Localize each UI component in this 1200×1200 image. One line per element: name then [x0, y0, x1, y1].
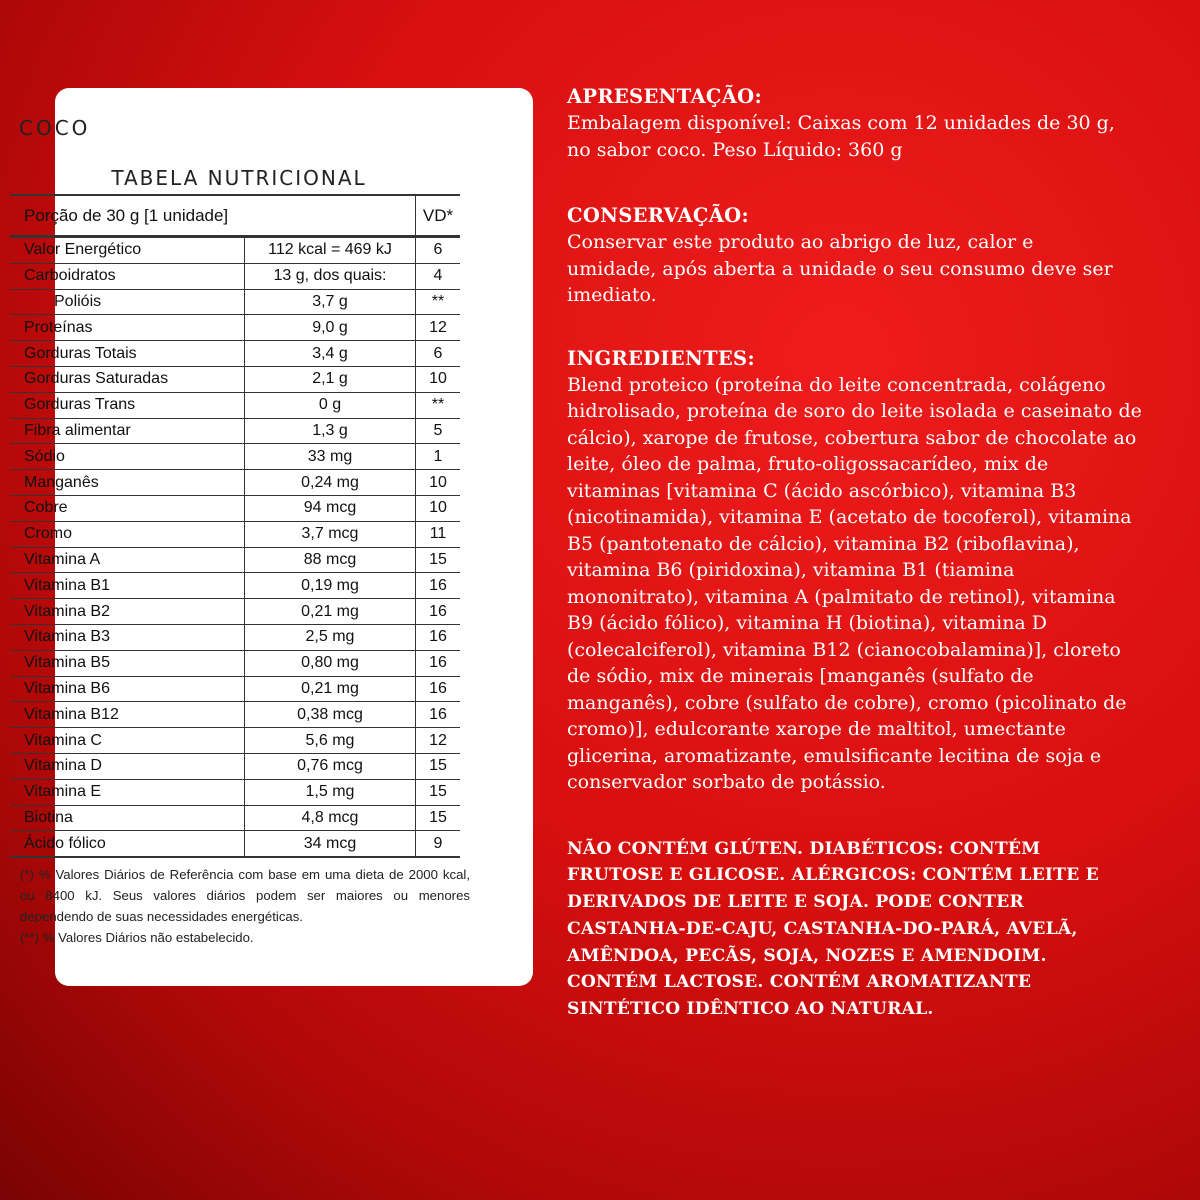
table-row	[10, 831, 460, 857]
nutrient-vd: 12	[416, 728, 461, 754]
nutrient-vd: 6	[416, 237, 461, 264]
nutrient-name: Vitamina B3	[10, 624, 245, 650]
table-row	[10, 805, 460, 831]
table-row	[10, 418, 460, 444]
nutrient-amount: 88 mcg	[245, 547, 416, 573]
footnote-not-established: (**) % Valores Diários não estabelecido.	[20, 930, 254, 945]
nutrient-name: Vitamina B5	[10, 650, 245, 676]
table-header-row	[10, 195, 460, 237]
nutrient-amount: 5,6 mg	[245, 728, 416, 754]
nutrition-table-title: TABELA NUTRICIONAL	[111, 166, 367, 190]
nutrient-vd: 12	[416, 315, 461, 341]
nutrient-amount: 0,76 mcg	[245, 753, 416, 779]
table-row	[10, 650, 460, 676]
nutrient-name: Vitamina D	[10, 753, 245, 779]
vd-header: VD*	[416, 195, 461, 237]
nutrient-amount: 0,19 mg	[245, 573, 416, 599]
nutrient-name: Vitamina B6	[10, 676, 245, 702]
flavor-label: COCO	[19, 116, 91, 140]
nutrient-vd: 15	[416, 753, 461, 779]
nutrient-amount: 2,5 mg	[245, 624, 416, 650]
nutrient-name: Sódio	[10, 444, 245, 470]
nutrient-name: Gorduras Trans	[10, 392, 245, 418]
table-row	[10, 315, 460, 341]
portion-label: Porção de 30 g [1 unidade]	[10, 195, 416, 237]
nutrient-name: Vitamina B1	[10, 573, 245, 599]
nutrient-vd: 10	[416, 366, 461, 392]
nutrient-amount: 13 g, dos quais:	[245, 263, 416, 289]
nutrient-amount: 34 mcg	[245, 831, 416, 857]
nutrient-amount: 4,8 mcg	[245, 805, 416, 831]
nutrient-vd: 9	[416, 831, 461, 857]
nutrient-name: Cromo	[10, 521, 245, 547]
table-row	[10, 444, 460, 470]
nutrient-amount: 0,38 mcg	[245, 702, 416, 728]
nutrient-amount: 33 mg	[245, 444, 416, 470]
presentation-title: APRESENTAÇÃO:	[567, 85, 762, 108]
table-row	[10, 779, 460, 805]
nutrient-vd: **	[416, 392, 461, 418]
nutrient-name: Fibra alimentar	[10, 418, 245, 444]
nutrient-name: Carboidratos	[10, 263, 245, 289]
nutrient-vd: 16	[416, 702, 461, 728]
nutrient-amount: 112 kcal = 469 kJ	[245, 237, 416, 264]
table-row	[10, 753, 460, 779]
nutrient-amount: 1,5 mg	[245, 779, 416, 805]
nutrient-name: Cobre	[10, 495, 245, 521]
nutrient-vd: 16	[416, 599, 461, 625]
table-row	[10, 263, 460, 289]
nutrient-vd: 4	[416, 263, 461, 289]
table-row	[10, 676, 460, 702]
nutrient-name: Biotina	[10, 805, 245, 831]
ingredients-body: Blend proteico (proteína do leite concentrada, colágeno hidrolisado, proteína de soro do leite isolada e caseinato de cálcio), xarope de frutose, cobertura sabor de chocolate ao leite, óleo de palma, fruto-oligossacarídeo, mix de vitaminas [vitamina C (ácido ascórbico), vitamina B3 (nicotinamida), vitamina E (acetato de tocoferol), vitamina B5 (pantotenato de cálcio), vitamina B2 (riboflavina), vitamina B6 (piridoxina), vitamina B1 (tiamina mononitrato), vitamina A (palmitato de retinol), vitamina B9 (ácido fólico), vitamina H (biotina), vitamina D (colecalciferol), vitamina B12 (cianocobalamina)], cloreto de sódio, mix de minerais [manganês (sulfato de manganês), cobre (sulfato de cobre), cromo (picolinato de cromo)], edulcorante xarope de maltitol, umectante glicerina, aromatizante, emulsificante lecitina de soja e conservador sorbato de potássio.	[567, 373, 1142, 793]
nutrient-amount: 2,1 g	[245, 366, 416, 392]
ingredients-title: INGREDIENTES:	[567, 346, 755, 370]
nutrient-name: Vitamina B2	[10, 599, 245, 625]
nutrient-amount: 0,80 mg	[245, 650, 416, 676]
nutrient-name: Polióis	[10, 289, 245, 315]
nutrient-vd: 16	[416, 573, 461, 599]
table-row	[10, 470, 460, 496]
nutrient-vd: 10	[416, 495, 461, 521]
nutrient-name: Vitamina B12	[10, 702, 245, 728]
nutrient-name: Vitamina A	[10, 547, 245, 573]
table-row	[10, 341, 460, 367]
nutrient-name: Ácido fólico	[10, 831, 245, 857]
table-row	[10, 366, 460, 392]
table-row	[10, 599, 460, 625]
nutrient-vd: 16	[416, 676, 461, 702]
nutrient-vd: 16	[416, 650, 461, 676]
nutrient-vd: 1	[416, 444, 461, 470]
nutrient-vd: 15	[416, 547, 461, 573]
table-row	[10, 521, 460, 547]
nutrient-amount: 3,7 g	[245, 289, 416, 315]
conservation-body: Conservar este produto ao abrigo de luz, calor e umidade, após aberta a unidade o seu consumo deve ser imediato.	[567, 231, 1113, 306]
nutrient-name: Gorduras Saturadas	[10, 366, 245, 392]
table-row	[10, 392, 460, 418]
table-row	[10, 702, 460, 728]
table-row	[10, 728, 460, 754]
nutrient-vd: **	[416, 289, 461, 315]
nutrient-amount: 94 mcg	[245, 495, 416, 521]
table-row	[10, 547, 460, 573]
nutrient-amount: 0,24 mg	[245, 470, 416, 496]
table-row	[10, 495, 460, 521]
nutrient-vd: 15	[416, 779, 461, 805]
nutrient-amount: 3,4 g	[245, 341, 416, 367]
table-row	[10, 289, 460, 315]
nutrient-name: Valor Energético	[10, 237, 245, 264]
table-row	[10, 237, 460, 264]
conservation-title: CONSERVAÇÃO:	[567, 204, 749, 227]
nutrient-name: Proteínas	[10, 315, 245, 341]
table-row	[10, 624, 460, 650]
nutrient-name: Gorduras Totais	[10, 341, 245, 367]
allergen-warning: NÃO CONTÉM GLÚTEN. DIABÉTICOS: CONTÉM FRUTOSE E GLICOSE. ALÉRGICOS: CONTÉM LEITE E DERIVADOS DE LEITE E SOJA. PODE CONTER CASTANHA-DE-CAJU, CASTANHA-DO-PARÁ, AVELÃ, AMÊNDOA, PECÃS, SOJA, NOZES E AMENDOIM. CONTÉM LACTOSE. CONTÉM AROMATIZANTE SINTÉTICO IDÊNTICO AO NATURAL.	[567, 838, 1099, 1020]
nutrient-vd: 6	[416, 341, 461, 367]
nutrient-amount: 0,21 mg	[245, 676, 416, 702]
product-info	[567, 84, 1167, 1023]
table-row	[10, 573, 460, 599]
nutrient-name: Vitamina C	[10, 728, 245, 754]
nutrient-amount: 9,0 g	[245, 315, 416, 341]
presentation-body: Embalagem disponível: Caixas com 12 unidades de 30 g, no sabor coco. Peso Líquido: 360 g	[567, 112, 1115, 161]
nutrient-vd: 15	[416, 805, 461, 831]
table-footnote	[20, 864, 470, 948]
nutrient-amount: 0 g	[245, 392, 416, 418]
nutrient-vd: 10	[416, 470, 461, 496]
footnote-vd: (*) % Valores Diários de Referência com base em uma dieta de 2000 kcal, ou 8400 kJ. Seus valores diários podem ser maiores ou menores dependendo de suas necessidades energéticas.	[20, 867, 470, 924]
nutrition-table	[10, 194, 460, 858]
nutrient-name: Manganês	[10, 470, 245, 496]
nutrient-name: Vitamina E	[10, 779, 245, 805]
nutrient-amount: 0,21 mg	[245, 599, 416, 625]
nutrient-amount: 3,7 mcg	[245, 521, 416, 547]
nutrient-amount: 1,3 g	[245, 418, 416, 444]
nutrient-vd: 11	[416, 521, 461, 547]
nutrient-vd: 5	[416, 418, 461, 444]
nutrient-vd: 16	[416, 624, 461, 650]
